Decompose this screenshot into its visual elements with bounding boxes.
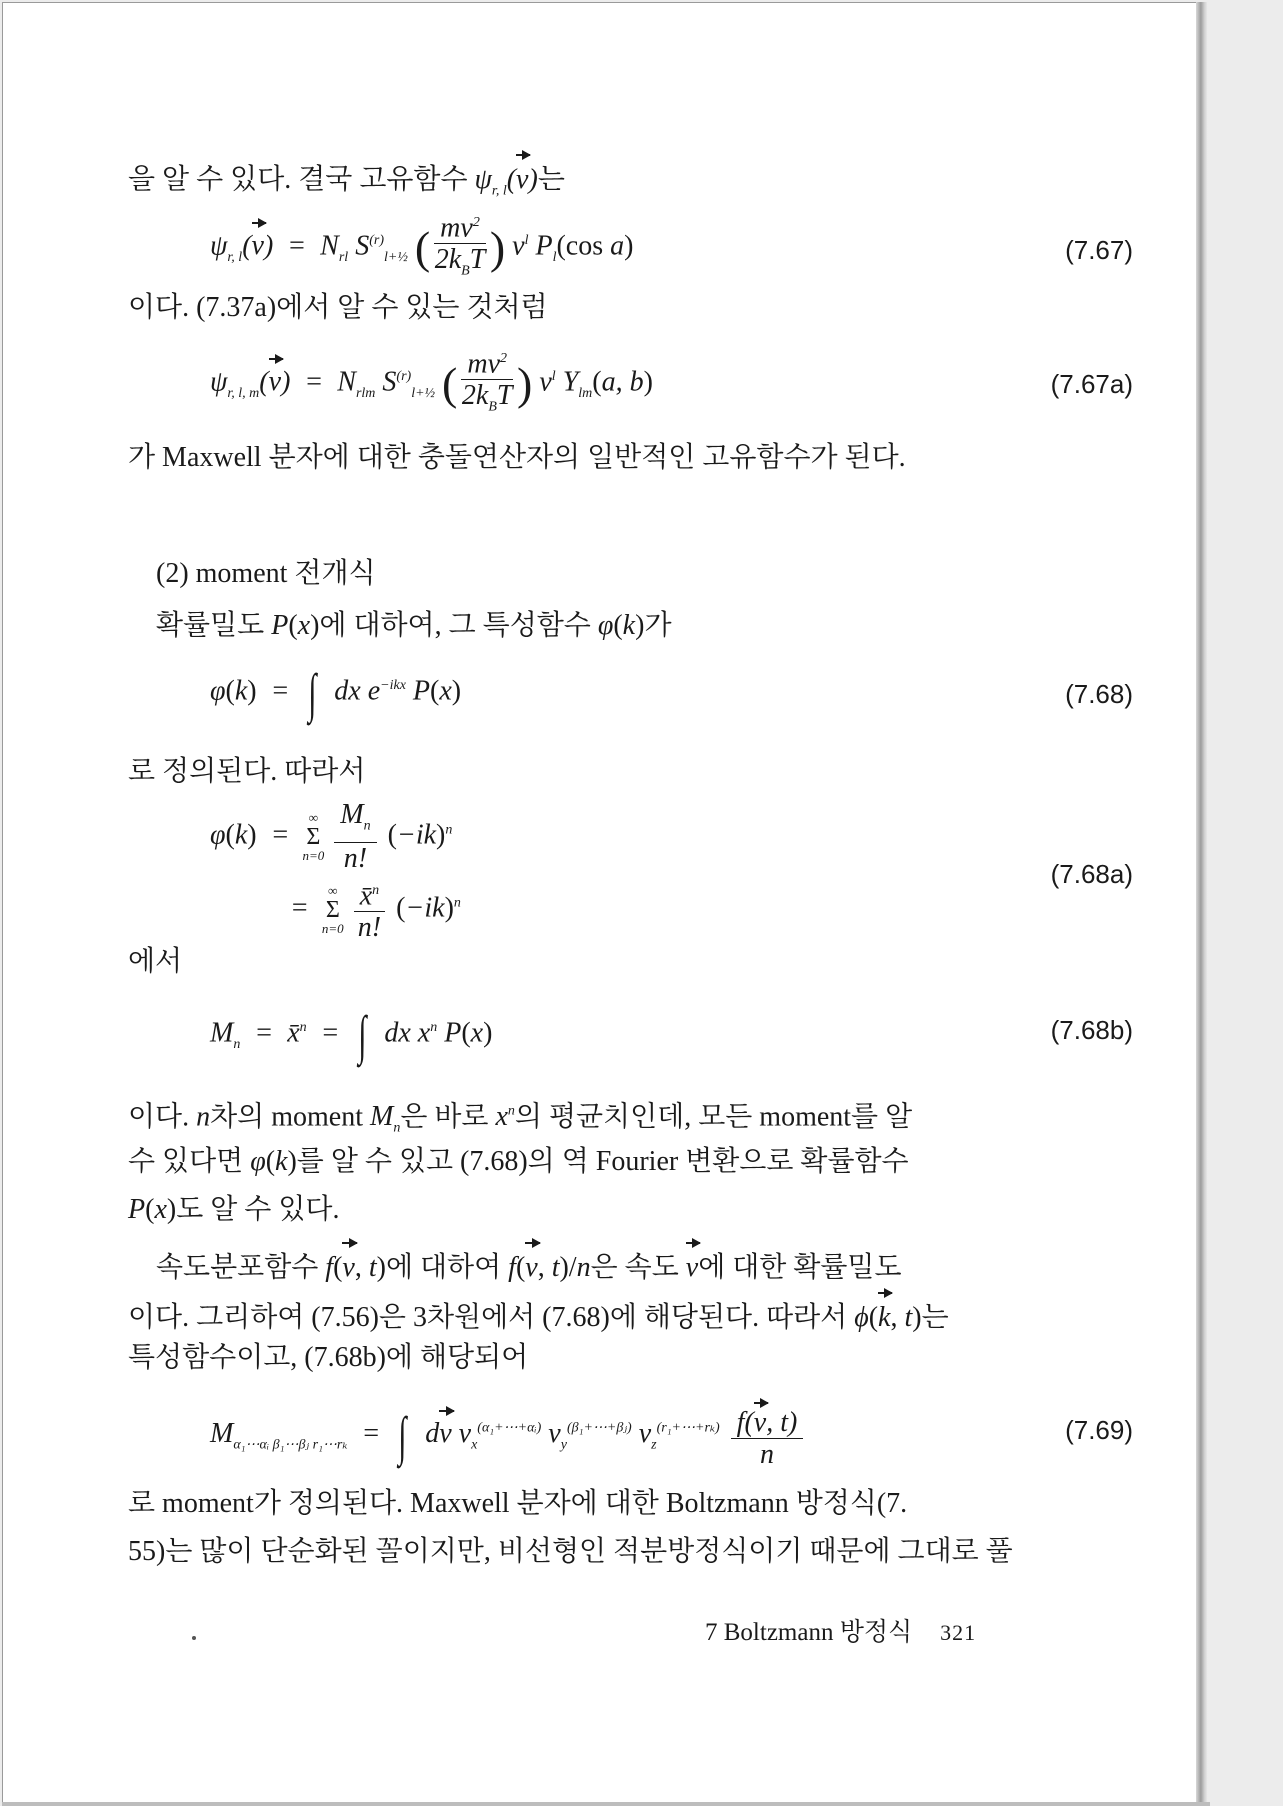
paragraph-line-4: 속도분포함수 f(v, t)에 대하여 f(v, t)/n은 속도 v에 대한 확률밀도 <box>156 1240 1135 1288</box>
equation-7-69: $M_{\alpha_1\cdots\alpha ᵢ \beta_1\cdots\beta ⱼ r_1\cdots r_k}$ = ∫ dv $v_x^{(\alpha_1+\cdots+\alpha ᵢ)}$ $v_y^{(\beta_1+\cdots+\beta ⱼ)}$ $v_z^{(r_1+\cdots+r_k)}$ $\frac{f(v, t)}{n}$ <box>210 1400 807 1471</box>
paragraph-line-2: 수 있다면 φ(k)를 알 수 있고 (7.68)의 역 Fourier 변환으로 확률함수 <box>128 1146 909 1177</box>
text-line-5: 로 정의된다. 따라서 <box>128 756 366 787</box>
equation-number-7-67: (7.67) <box>1065 235 1133 265</box>
paragraph-line-3: P(x)도 알 수 있다. <box>128 1194 340 1225</box>
equation-7-68a-line-1: φ(k) = ∞ Σ n=0 $\frac{M_n}{n!}$ $(-ik)^n$ <box>210 799 453 874</box>
paragraph-line-6: 특성함수이고, (7.68b)에 해당되어 <box>128 1342 529 1373</box>
scan-speck <box>192 1636 196 1640</box>
equation-number-7-68b: (7.68b) <box>1050 1015 1133 1045</box>
page-number: 321 <box>940 1620 977 1645</box>
equation-7-67a: $\psi_{r, l, m}(v) = N_{rlm}$ $S^{(r)}_{l+\frac{1}{2}}$ ( $\frac{mv^2}{2k_BT}$ ) $v^l$ $Y_{lm}(a$, b) <box>210 344 653 424</box>
equation-7-68a-line-2: = ∞ Σ n=0 $\frac{x̄^n}{n!}$ $(-ik)^n$ <box>290 876 461 944</box>
paragraph-line-5: 이다. 그리하여 (7.56)은 3차원에서 (7.68)에 해당된다. 따라서 ϕ(k, t)는 <box>128 1290 1135 1338</box>
equation-number-7-68a: (7.68a) <box>1050 859 1133 889</box>
paragraph-line-7: 로 moment가 정의된다. Maxwell 분자에 대한 Boltzmann 방정식(7. <box>128 1488 908 1519</box>
equation-number-7-67a: (7.67a) <box>1050 369 1133 399</box>
section-heading: (2) moment 전개식 <box>156 558 376 589</box>
page-footer <box>705 1612 976 1648</box>
page-bottom-shadow <box>2 1802 1210 1806</box>
equation-7-68: φ(k) = ∫ dx $e^{-ikx}$ P(x) <box>210 662 462 723</box>
text-line-3: 가 Maxwell 분자에 대한 충돌연산자의 일반적인 고유함수가 된다. <box>128 442 906 473</box>
text-line-4: 확률밀도 P(x)에 대하여, 그 특성함수 φ(k)가 <box>156 610 672 641</box>
paragraph-line-1: 이다. n차의 moment $M_n$은 바로 $x^n$의 평균치인데, 모든 moment를 알 <box>128 1101 913 1136</box>
equation-number-7-69: (7.69) <box>1065 1415 1133 1445</box>
paragraph-line-8: 55)는 많이 단순화된 꼴이지만, 비선형인 적분방정식이기 때문에 그대로 풀 <box>128 1536 1013 1567</box>
text-line-6: 에서 <box>128 946 183 977</box>
running-footer-title: 7 Boltzmann 방정식 <box>705 1619 913 1646</box>
text-line-2: 이다. (7.37a)에서 알 수 있는 것처럼 <box>128 292 548 323</box>
equation-number-7-68: (7.68) <box>1065 679 1133 709</box>
equation-7-67: $\psi_{r, l}(v) = N_{rl}$ $S^{(r)}_{l+\frac{1}{2}}$ ( $\frac{mv^2}{2k_BT}$ ) $v^l$ $P_l(\cos$ a) <box>210 208 633 288</box>
page-spine-shadow <box>1196 2 1208 1804</box>
text-line-1: 을 알 수 있다. 결국 고유함수 $\psi_{r, l}(v)$는 <box>128 152 1135 212</box>
equation-7-68b: $M_n$ = x̄$^n$ = ∫ dx $x^n$ P(x) <box>210 1004 493 1065</box>
